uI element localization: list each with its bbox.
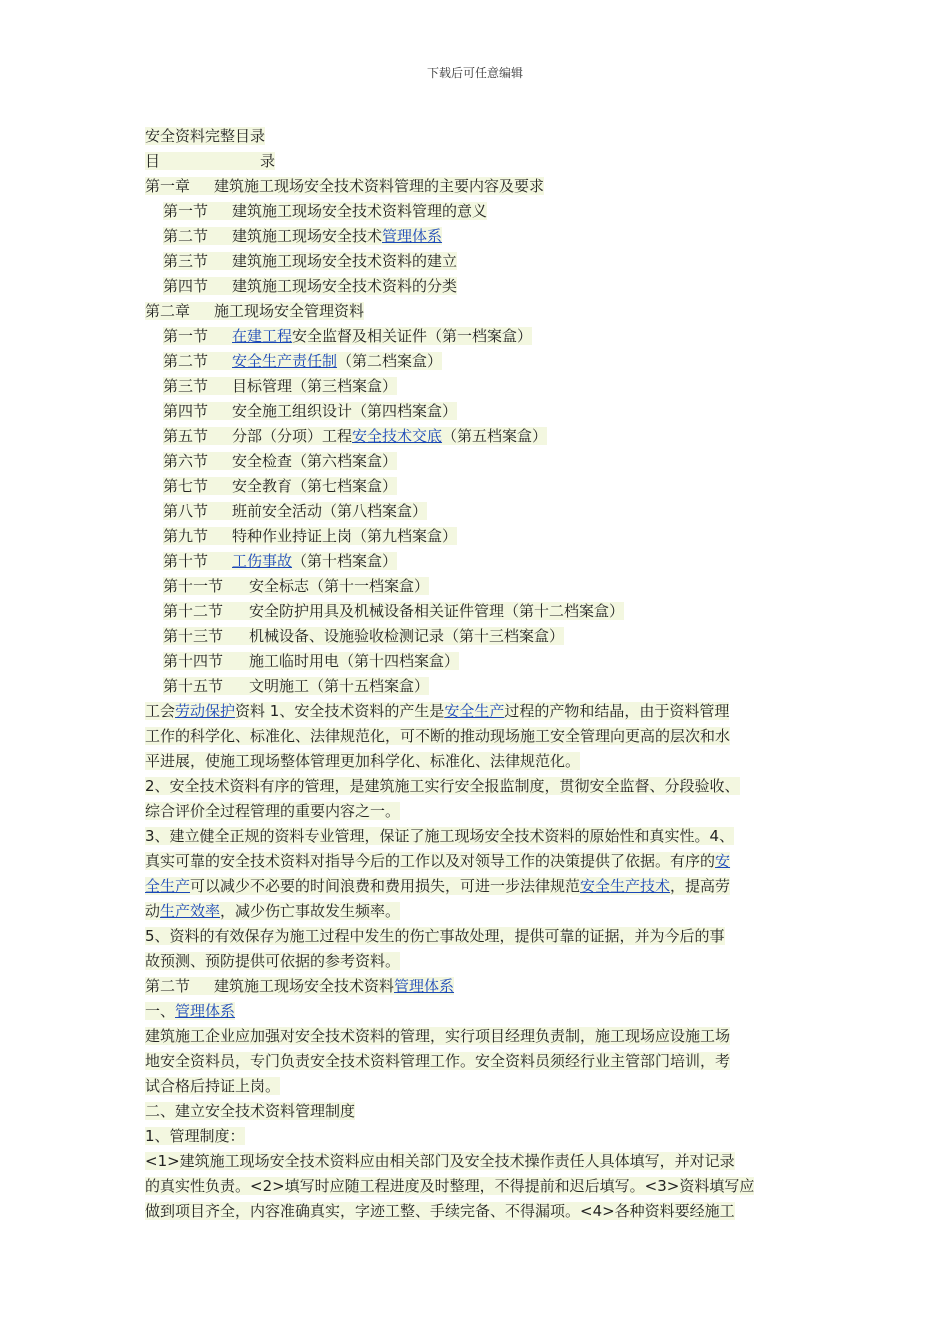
toc-section-item [145, 674, 821, 699]
toc-section-title: 建筑施工现场安全技术资料的建立 [232, 252, 458, 270]
toc-section-item [145, 199, 821, 224]
toc-section-text [163, 402, 457, 420]
p6-line-2-text: 的真实性负责。<2>填写时应随工程进度及时整理，不得提前和迟后填写。<3>资料填写应 [145, 1177, 755, 1195]
p3-line-3-text [145, 877, 730, 895]
chapter-1-number: 第一章 [145, 177, 191, 195]
toc-section-item [145, 624, 821, 649]
toc-heading-right: 录 [260, 152, 276, 170]
toc-section-title: 施工临时用电（第十四档案盒） [249, 652, 460, 670]
p3-line-3-c: ，提高劳 [670, 877, 731, 895]
paragraph-3-line-3 [145, 874, 821, 899]
link-safety-production-2a[interactable]: 安 [715, 852, 731, 870]
paragraph-4-line-1 [145, 924, 821, 949]
paragraph-5-line-2 [145, 1049, 821, 1074]
link-safety-production[interactable]: 安全生产 [444, 702, 505, 720]
p4-line-2-text: 故预测、预防提供可依据的参考资料。 [145, 952, 401, 970]
link-production-efficiency[interactable]: 生产效率 [160, 902, 221, 920]
link-labor-protection[interactable]: 劳动保护 [175, 702, 236, 720]
p6-line-3-text: 做到项目齐全，内容准确真实，字迹工整、手续完备、不得漏项。<4>各种资料要经施工 [145, 1202, 735, 1220]
p1-line-3-text: 平进展，使施工现场整体管理更加科学化、标准化、法律规范化。 [145, 752, 581, 770]
paragraph-1-line-2 [145, 724, 821, 749]
paragraph-3 [145, 824, 821, 924]
subheading-3 [145, 1124, 821, 1149]
chapter-1-section-list [145, 199, 821, 299]
p3-line-4-b: ，减少伤亡事故发生频率。 [220, 902, 401, 920]
toc-section-item [145, 574, 821, 599]
toc-section-number: 第九节 [163, 527, 209, 545]
toc-section-number: 第十四节 [163, 652, 224, 670]
paragraph-4-line-2 [145, 949, 821, 974]
paragraph-1-line-1-text [145, 702, 729, 720]
toc-section-suffix: 安全监督及相关证件（第一档案盒） [292, 327, 533, 345]
toc-section-text [163, 377, 397, 395]
toc-section-link[interactable]: 在建工程 [232, 327, 293, 345]
p3-line-4-text [145, 902, 400, 920]
toc-section-suffix: （第二档案盒） [337, 352, 443, 370]
toc-section-title: 机械设备、设施验收检测记录（第十三档案盒） [249, 627, 565, 645]
p2-line-1-text: 2、安全技术资料有序的管理，是建筑施工实行安全报监制度，贯彻安全监督、分段验收、 [145, 777, 740, 795]
toc-section-number: 第八节 [163, 502, 209, 520]
p3-line-4-a: 动 [145, 902, 161, 920]
subheading-2-text: 二、建立安全技术资料管理制度 [145, 1102, 356, 1120]
toc-section-link[interactable]: 安全技术交底 [352, 427, 443, 445]
toc-section-title: 分部（分项）工程 [232, 427, 353, 445]
toc-heading-text [145, 152, 275, 170]
toc-section-number: 第六节 [163, 452, 209, 470]
toc-section-text [163, 252, 457, 270]
toc-section-number: 第十五节 [163, 677, 224, 695]
paragraph-6-line-2 [145, 1174, 821, 1199]
toc-section-number: 第一节 [163, 327, 209, 345]
toc-section-title: 安全防护用具及机械设备相关证件管理（第十二档案盒） [249, 602, 625, 620]
toc-section-number: 第五节 [163, 427, 209, 445]
toc-section-number: 第四节 [163, 402, 209, 420]
toc-section-text [163, 202, 487, 220]
toc-heading-left: 目 [145, 152, 161, 170]
p3-line-1-text: 3、建立健全正规的资料专业管理，保证了施工现场安全技术资料的原始性和真实性。4、 [145, 827, 735, 845]
paragraph-1 [145, 699, 821, 774]
toc-section-title: 安全标志（第十一档案盒） [249, 577, 430, 595]
toc-section-text [163, 327, 532, 345]
chapter-1-title: 建筑施工现场安全技术资料管理的主要内容及要求 [214, 177, 545, 195]
p3-line-2-text [145, 852, 730, 870]
p1-line-2-text: 工作的科学化、标准化、法律规范化，可不断的推动现场施工安全管理向更高的层次和水 [145, 727, 731, 745]
subheading-2 [145, 1099, 821, 1124]
p5-line-2-text: 地安全资料员，专门负责安全技术资料管理工作。安全资料员须经行业主管部门培训，考 [145, 1052, 731, 1070]
toc-section-item [145, 374, 821, 399]
paragraph-3-line-4 [145, 899, 821, 924]
toc-section-title: 建筑施工现场安全技术 [232, 227, 383, 245]
toc-section-item [145, 649, 821, 674]
toc-section-number: 第十三节 [163, 627, 224, 645]
toc-section-text [163, 677, 429, 695]
toc-section-item [145, 474, 821, 499]
toc-section-item [145, 424, 821, 449]
toc-section-item [145, 499, 821, 524]
link-safety-production-2b[interactable]: 全生产 [145, 877, 191, 895]
toc-section-text [163, 627, 564, 645]
toc-section-title: 班前安全活动（第八档案盒） [232, 502, 428, 520]
document-body [145, 124, 821, 1224]
toc-section-item [145, 274, 821, 299]
subheading-1-text [145, 1002, 235, 1020]
toc-section-number: 第七节 [163, 477, 209, 495]
toc-section-item [145, 349, 821, 374]
toc-section-text [163, 352, 442, 370]
toc-section-text [163, 452, 397, 470]
section-2-heading [145, 974, 821, 999]
toc-section-item [145, 524, 821, 549]
toc-heading [145, 149, 821, 174]
p3-line-2-a: 真实可靠的安全技术资料对指导今后的工作以及对领导工作的决策提供了依据。有序的 [145, 852, 716, 870]
toc-section-number: 第一节 [163, 202, 209, 220]
section-2-title: 建筑施工现场安全技术资料 [214, 977, 395, 995]
toc-section-item [145, 249, 821, 274]
p2-line-2-text: 综合评价全过程管理的重要内容之一。 [145, 802, 401, 820]
page-header-note: 下载后可任意编辑 [426, 66, 523, 80]
toc-section-link[interactable]: 工伤事故 [232, 552, 293, 570]
chapter-1-text [145, 177, 544, 195]
toc-section-title: 特种作业持证上岗（第九档案盒） [232, 527, 458, 545]
toc-section-text [163, 527, 457, 545]
toc-section-number: 第十节 [163, 552, 209, 570]
chapter-2-heading [145, 299, 821, 324]
toc-section-title: 目标管理（第三档案盒） [232, 377, 398, 395]
toc-section-item [145, 399, 821, 424]
toc-section-link[interactable]: 管理体系 [382, 227, 443, 245]
toc-section-link[interactable]: 安全生产责任制 [232, 352, 338, 370]
paragraph-5-line-3 [145, 1074, 821, 1099]
paragraph-3-line-1 [145, 824, 821, 849]
chapter-2-text [145, 302, 364, 320]
toc-section-number: 第十一节 [163, 577, 224, 595]
section-2-heading-text [145, 977, 454, 995]
p1-text-a: 工会 [145, 702, 176, 720]
toc-section-item [145, 324, 821, 349]
toc-section-number: 第四节 [163, 277, 209, 295]
toc-section-title: 安全检查（第六档案盒） [232, 452, 398, 470]
toc-section-suffix: （第十档案盒） [292, 552, 398, 570]
paragraph-3-line-2 [145, 849, 821, 874]
toc-section-item [145, 599, 821, 624]
paragraph-5 [145, 1024, 821, 1099]
document-title-text: 安全资料完整目录 [145, 127, 266, 145]
section-2-number: 第二节 [145, 977, 191, 995]
link-management-system-2[interactable]: 管理体系 [394, 977, 455, 995]
paragraph-6 [145, 1149, 821, 1224]
toc-section-item [145, 224, 821, 249]
subheading-1-prefix: 一、 [145, 1002, 176, 1020]
toc-section-number: 第十二节 [163, 602, 224, 620]
toc-section-number: 第三节 [163, 377, 209, 395]
chapter-2-number: 第二章 [145, 302, 191, 320]
toc-section-title: 文明施工（第十五档案盒） [249, 677, 430, 695]
toc-section-text [163, 577, 429, 595]
toc-section-title: 建筑施工现场安全技术资料管理的意义 [232, 202, 488, 220]
p1-text-c: 过程的产物和结晶，由于资料管理 [504, 702, 730, 720]
subheading-1 [145, 999, 821, 1024]
toc-section-text [163, 227, 442, 245]
toc-section-title: 安全教育（第七档案盒） [232, 477, 398, 495]
chapter-1-heading [145, 174, 821, 199]
link-safety-production-technology[interactable]: 安全生产技术 [580, 877, 671, 895]
document-title [145, 124, 821, 149]
toc-section-suffix: （第五档案盒） [442, 427, 548, 445]
paragraph-2 [145, 774, 821, 824]
toc-section-item [145, 549, 821, 574]
p4-line-1-text: 5、资料的有效保存为施工过程中发生的伤亡事故处理，提供可靠的证据，并为今后的事 [145, 927, 725, 945]
toc-section-text [163, 277, 457, 295]
toc-section-number: 第二节 [163, 352, 209, 370]
toc-section-title: 安全施工组织设计（第四档案盒） [232, 402, 458, 420]
subheading-3-text: 1、管理制度： [145, 1127, 245, 1145]
link-management-system-3[interactable]: 管理体系 [175, 1002, 236, 1020]
toc-section-text [163, 652, 459, 670]
toc-section-number: 第二节 [163, 227, 209, 245]
paragraph-2-line-2 [145, 799, 821, 824]
p5-line-3-text: 试合格后持证上岗。 [145, 1077, 281, 1095]
p5-line-1-text: 建筑施工企业应加强对安全技术资料的管理，实行项目经理负责制，施工现场应设施工场 [145, 1027, 731, 1045]
paragraph-1-line-1 [145, 699, 821, 724]
paragraph-6-line-1 [145, 1149, 821, 1174]
toc-section-text [163, 502, 427, 520]
toc-section-text [163, 427, 547, 445]
paragraph-1-line-3 [145, 749, 821, 774]
toc-section-title: 建筑施工现场安全技术资料的分类 [232, 277, 458, 295]
p6-line-1-text: <1>建筑施工现场安全技术资料应由相关部门及安全技术操作责任人具体填写，并对记录 [145, 1152, 735, 1170]
paragraph-2-line-1 [145, 774, 821, 799]
chapter-2-title: 施工现场安全管理资料 [214, 302, 365, 320]
toc-section-number: 第三节 [163, 252, 209, 270]
chapter-2-section-list [145, 324, 821, 699]
toc-section-text [163, 477, 397, 495]
toc-section-item [145, 449, 821, 474]
p3-line-3-b: 可以减少不必要的时间浪费和费用损失，可进一步法律规范 [190, 877, 581, 895]
paragraph-6-line-3 [145, 1199, 821, 1224]
paragraph-4 [145, 924, 821, 974]
paragraph-5-line-1 [145, 1024, 821, 1049]
p1-text-b: 资料 1、安全技术资料的产生是 [235, 702, 445, 720]
toc-section-text [163, 602, 624, 620]
toc-section-text [163, 552, 397, 570]
